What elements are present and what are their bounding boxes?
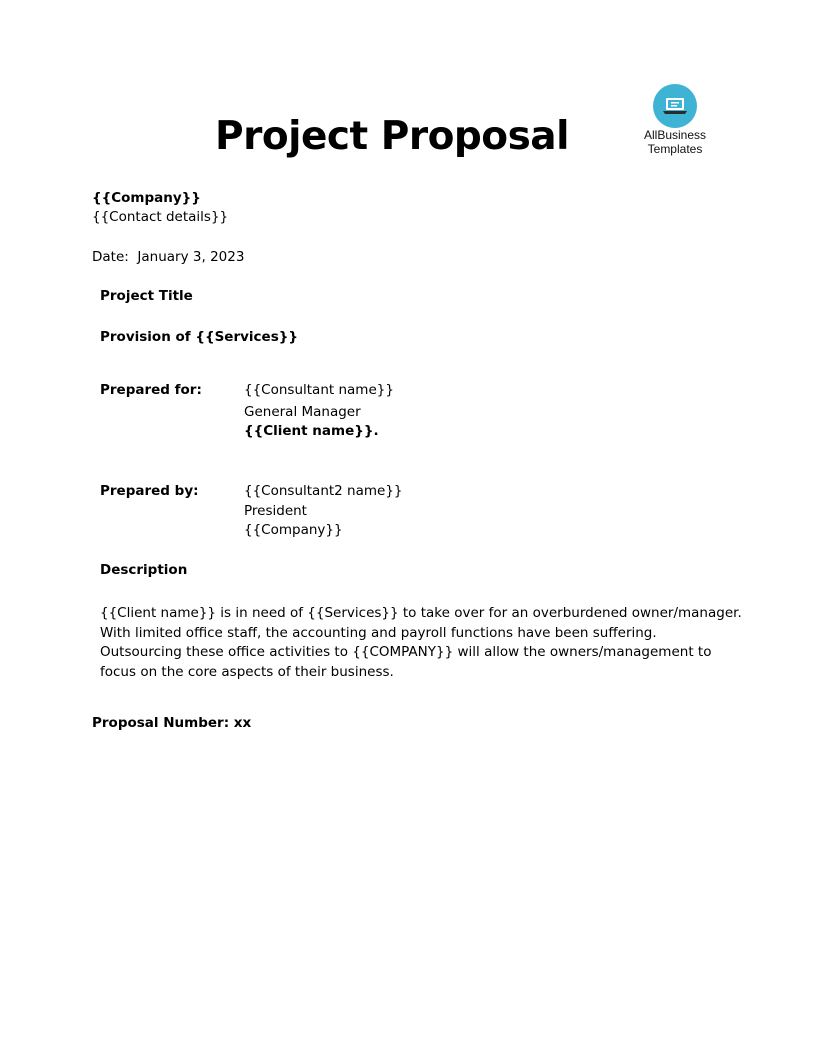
logo-text-line1: AllBusiness — [643, 128, 707, 142]
description-line: Outsourcing these office activities to {{COMPANY}} will allow the owners/management to — [100, 644, 712, 660]
prepared-for-role: General Manager — [244, 404, 361, 420]
logo-text-line2: Templates — [647, 142, 703, 156]
laptop-icon — [653, 84, 697, 128]
project-title-label: Project Title — [100, 288, 193, 304]
company-name: {{Company}} — [92, 190, 201, 206]
description-label: Description — [100, 562, 188, 578]
prepared-by-consultant: {{Consultant2 name}} — [244, 483, 403, 499]
description-line: With limited office staff, the accounting and payroll functions have been suffering. — [100, 624, 657, 641]
date-line — [92, 248, 244, 267]
prepared-by-label: Prepared by: — [100, 483, 199, 499]
page-title: Project Proposal — [215, 114, 569, 159]
proposal-number: Proposal Number: xx — [92, 715, 252, 731]
date-label: Date: — [92, 249, 129, 265]
prepared-by-role: President — [244, 503, 307, 519]
date-value: January 3, 2023 — [137, 249, 245, 265]
prepared-by-company: {{Company}} — [244, 522, 343, 538]
prepared-for-label: Prepared for: — [100, 382, 202, 398]
project-provision: Provision of {{Services}} — [100, 329, 298, 345]
description-line: {{Client name}} is in need of {{Services}} to take over for an overburdened owner/manager. — [100, 605, 742, 621]
prepared-for-client: {{Client name}}. — [244, 423, 379, 439]
description-line: focus on the core aspects of their business. — [100, 663, 394, 680]
contact-details: {{Contact details}} — [92, 209, 229, 225]
description-text — [100, 604, 742, 682]
prepared-for-consultant: {{Consultant name}} — [244, 382, 394, 398]
allbusiness-logo — [641, 84, 709, 156]
